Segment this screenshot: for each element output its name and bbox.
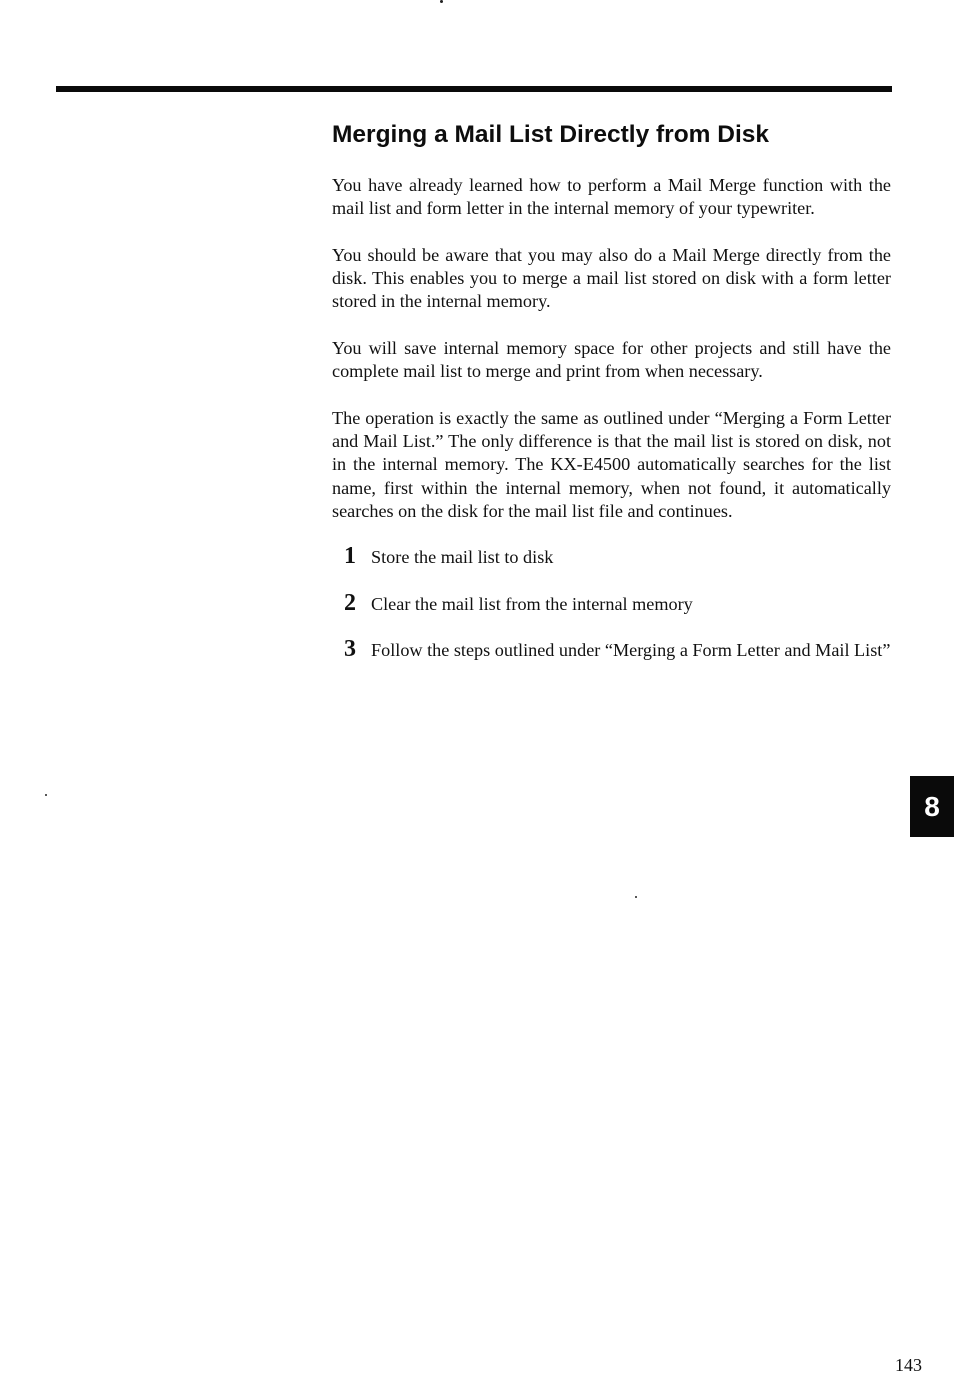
section-heading: Merging a Mail List Directly from Disk	[332, 121, 770, 148]
step-number: 3	[344, 635, 356, 662]
step-number: 1	[344, 543, 356, 570]
section-body	[332, 174, 891, 685]
top-rule	[56, 86, 892, 92]
scan-speck	[635, 896, 637, 898]
scan-speck	[440, 0, 443, 3]
step-item	[332, 635, 891, 662]
step-item	[332, 543, 891, 570]
chapter-tab: 8	[910, 776, 954, 837]
paragraph-4: The operation is exactly the same as outlined under “Merging a Form Letter and Mail List.” The only difference is that the mail list is stored on disk, not in the internal memory. The KX-E4500 automatically searches for the list name, first within the internal memory, when not found, it automatically searches on the disk for the mail list file and continues.	[332, 407, 891, 521]
page-number: 143	[895, 1355, 922, 1375]
step-text: Clear the mail list from the internal memory	[371, 593, 693, 614]
step-number: 2	[344, 589, 356, 616]
step-item	[332, 589, 891, 616]
step-text: Follow the steps outlined under “Merging a Form Letter and Mail List”	[371, 639, 891, 660]
steps-list	[332, 543, 891, 662]
paragraph-3: You will save internal memory space for other projects and still have the complete mail list to merge and print from when necessary.	[332, 338, 891, 382]
scan-speck	[45, 794, 47, 796]
paragraph-2: You should be aware that you may also do a Mail Merge directly from the disk. This enables you to merge a mail list stored on disk with a form letter stored in the internal memory.	[332, 244, 891, 312]
step-text: Store the mail list to disk	[371, 547, 554, 568]
paragraph-1: You have already learned how to perform a Mail Merge function with the mail list and form letter in the internal memory of your typewriter.	[332, 175, 891, 219]
